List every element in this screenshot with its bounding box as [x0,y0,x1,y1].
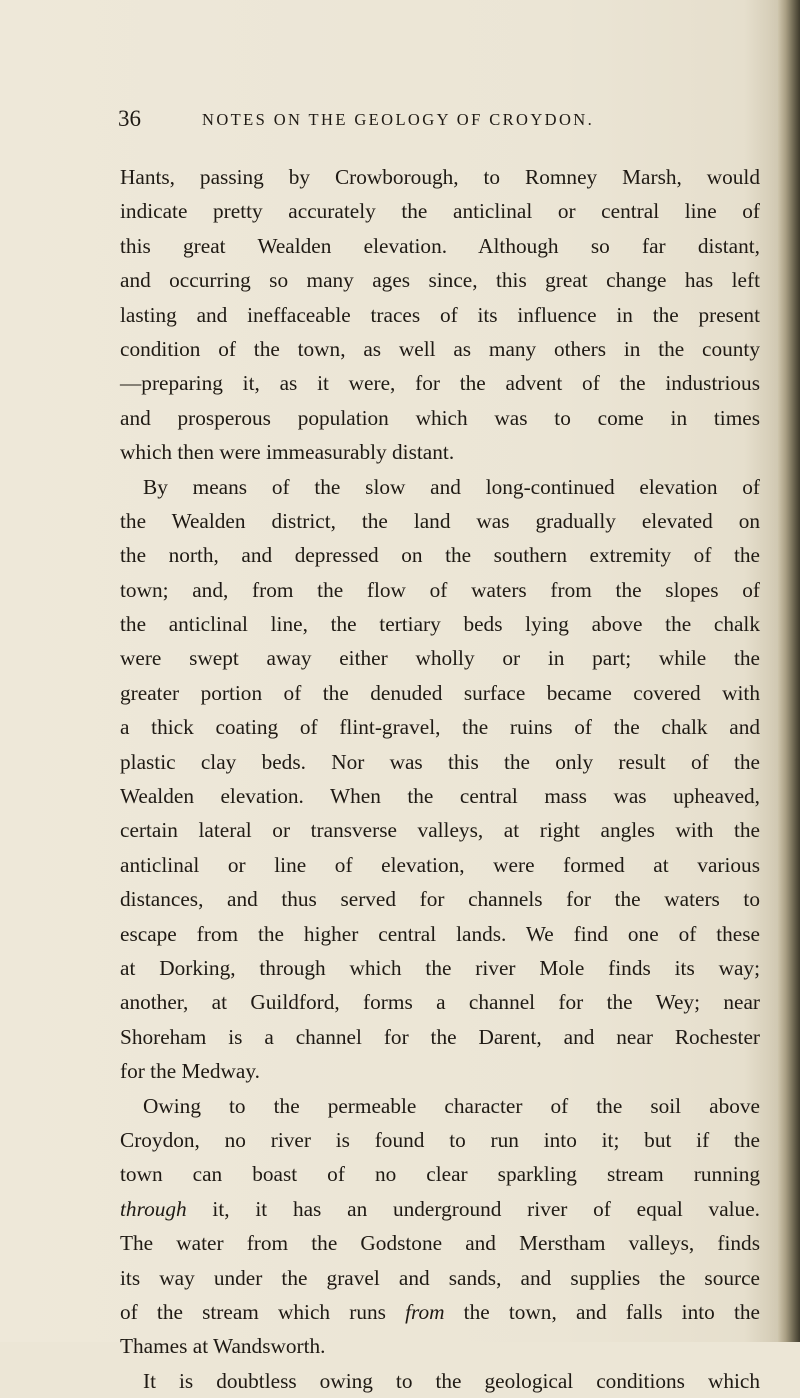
text-line: Croydon, no river is found to run into it; but if the [120,1127,760,1152]
text-line: and prosperous population which was to come in times [120,405,760,430]
text-line: —preparing it, as it were, for the advent of the industrious [120,371,760,396]
text-line: By means of the slow and long-continued elevation of [143,474,760,499]
text-line: town; and, from the flow of waters from the slopes of [120,577,760,602]
text-line: this great Wealden elevation. Although so far distant, [120,233,760,258]
page-number: 36 [118,106,141,131]
text-line: were swept away either wholly or in part; while the [120,646,760,671]
italic-emphasis: through [120,1196,187,1221]
text-line: for the Medway. [120,1059,260,1084]
text-line: the Wealden district, the land was gradually elevated on [120,508,760,533]
text-line: Hants, passing by Crowborough, to Romney Marsh, would [120,165,760,189]
text-line: town can boast of no clear sparkling stream running [120,1162,760,1187]
text-line: The water from the Godstone and Merstham valleys, finds [120,1231,760,1256]
text-line: condition of the town, as well as many others in the county [120,336,760,361]
page-header [118,106,678,132]
text-line: the north, and depressed on the southern extremity of the [120,543,760,568]
running-head: NOTES ON THE GEOLOGY OF CROYDON. [202,110,595,129]
text-line: Wealden elevation. When the central mass was upheaved, [120,784,760,809]
text-line: It is doubtless owing to the geological conditions which [143,1368,760,1393]
text-line: through it, it has an underground river of equal value. [120,1196,760,1221]
text-line: another, at Guildford, forms a channel for the Wey; near [120,990,760,1015]
text-line: its way under the gravel and sands, and supplies the source [120,1265,760,1290]
text-line: of the stream which runs from the town, and falls into the [120,1299,760,1324]
text-line: lasting and ineffaceable traces of its influence in the present [120,302,760,327]
text-line: plastic clay beds. Nor was this the only result of the [120,749,760,774]
text-line: Shoreham is a channel for the Darent, and near Rochester [120,1024,760,1049]
text-line: greater portion of the denuded surface became covered with [120,680,760,705]
text-line: escape from the higher central lands. We find one of these [120,921,760,946]
text-line: certain lateral or transverse valleys, at right angles with the [120,818,760,843]
italic-emphasis: from [405,1299,445,1324]
page-spine-shadow [778,0,800,1342]
text-line: and occurring so many ages since, this great change has left [120,268,760,293]
text-line: which then were immeasurably distant. [120,440,455,465]
text-line: at Dorking, through which the river Mole finds its way; [120,955,760,980]
text-line: Thames at Wandsworth. [120,1334,326,1359]
text-line: a thick coating of flint-gravel, the ruins of the chalk and [120,715,760,740]
text-line: indicate pretty accurately the anticlinal or central line of [120,199,760,224]
body-text [120,160,760,1398]
text-line: Owing to the permeable character of the soil above [143,1093,760,1118]
text-line: anticlinal or line of elevation, were formed at various [120,852,760,877]
text-line: distances, and thus served for channels for the waters to [120,887,760,912]
text-line: the anticlinal line, the tertiary beds lying above the chalk [120,612,760,637]
